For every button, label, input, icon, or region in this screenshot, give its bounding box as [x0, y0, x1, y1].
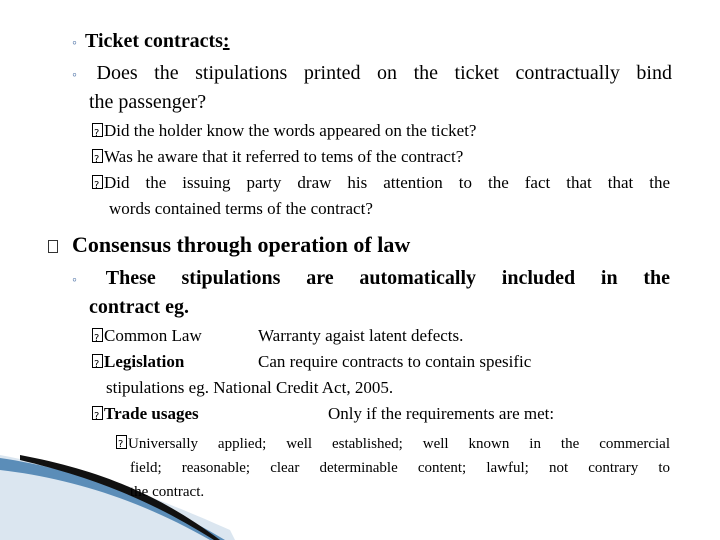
missing-glyph-icon [92, 175, 103, 189]
trade-usages-label: Trade usages [104, 404, 199, 423]
stipulations-question [72, 60, 672, 115]
ticket-contracts-heading: Ticket contracts [84, 30, 223, 52]
common-law-text: Warranty agaist latent defects. [258, 326, 464, 345]
bullet-icon: ◦ [72, 273, 98, 288]
req-line1: Universally applied; well established; well known in the commercial [128, 436, 670, 452]
legislation-text-cont: stipulations eg. National Credit Act, 2005. [106, 378, 394, 397]
question-list [92, 118, 670, 222]
question-item: ?Did the holder know the words appeared on the ticket? [92, 118, 670, 144]
bullet-icon: ◦ [72, 68, 89, 83]
operation-list [92, 323, 672, 427]
missing-glyph-icon [92, 149, 103, 163]
question-item-cont: words contained terms of the contract? [109, 199, 373, 218]
ticket-colon: : [222, 30, 230, 52]
legislation-label: Legislation [104, 352, 185, 371]
requirements [116, 432, 670, 504]
stipulations-line1: Does the stipulations printed on the ticket contractually bind [96, 62, 672, 84]
trade-usages-row [92, 401, 672, 427]
auto-line2: contract eg. [89, 296, 189, 318]
bullet-icon: ◦ [72, 36, 77, 51]
consensus-heading-row [48, 230, 410, 260]
missing-glyph-icon [116, 435, 127, 449]
ticket-bullet-row [72, 28, 230, 57]
common-law-label: Common Law [104, 326, 202, 345]
legislation-text: Can require contracts to contain spesific [258, 352, 532, 371]
stipulations-line2: the passenger? [89, 91, 207, 113]
auto-included [72, 265, 670, 320]
question-item: ?Did the issuing party draw his attention to the fact that that the [92, 170, 670, 196]
missing-glyph-icon [92, 123, 103, 137]
common-law-row [92, 323, 672, 349]
legislation-row [92, 349, 672, 375]
req-line3: the contract. [130, 484, 205, 500]
req-line2: field; reasonable; clear determinable content; lawful; not contrary to [130, 460, 670, 476]
missing-glyph-icon [92, 406, 103, 420]
trade-usages-text: Only if the requirements are met: [328, 404, 555, 423]
question-item: ?Was he aware that it referred to tems of the contract? [92, 144, 670, 170]
auto-line1: These stipulations are automatically included in the [105, 267, 670, 289]
missing-glyph-icon [92, 354, 103, 368]
consensus-heading: Consensus through operation of law [72, 232, 411, 257]
missing-glyph-icon [92, 328, 103, 342]
square-bullet-icon [48, 240, 58, 253]
